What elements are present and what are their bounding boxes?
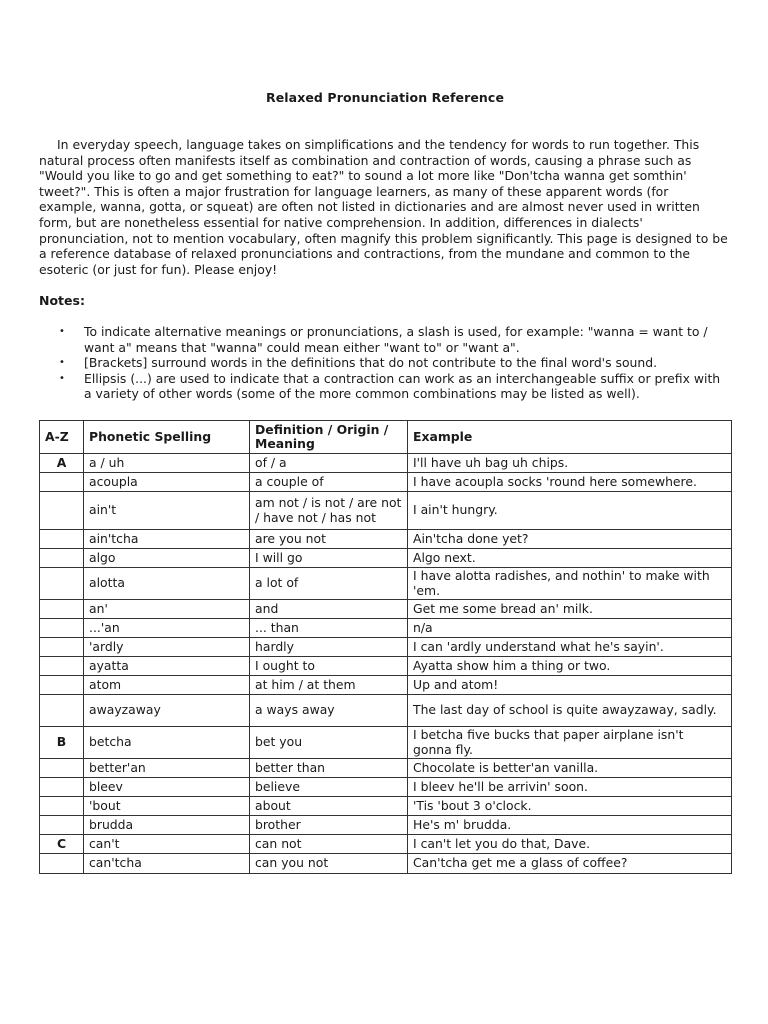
spelling-cell: algo [84,549,250,568]
letter-cell [40,695,84,727]
column-header-spelling: Phonetic Spelling [84,421,250,454]
definition-cell: am not / is not / are not / have not / has not [250,492,408,530]
table-body [40,454,732,874]
page-title: Relaxed Pronunciation Reference [265,90,505,105]
letter-cell [40,816,84,835]
table-row [40,619,732,638]
spelling-cell: ...'an [84,619,250,638]
definition-cell: a lot of [250,568,408,600]
example-cell: The last day of school is quite awayzaway, sadly. [408,695,732,727]
table-header-row [40,421,732,454]
spelling-cell: 'bout [84,797,250,816]
table-row [40,695,732,727]
definition-cell: about [250,797,408,816]
letter-cell [40,638,84,657]
spelling-cell: ain'tcha [84,530,250,549]
example-cell: Up and atom! [408,676,732,695]
letter-cell: B [40,727,84,759]
definition-cell: at him / at them [250,676,408,695]
note-item [39,324,731,355]
table-row [40,759,732,778]
table-row [40,568,732,600]
letter-cell [40,619,84,638]
spelling-cell: ain't [84,492,250,530]
spelling-cell: a / uh [84,454,250,473]
intro-text: In everyday speech, language takes on simplifications and the tendency for words to run together. This natural process often manifests itself as combination and contraction of words, causing a phrase such as "Would you like to go and get something to eat?" to sound a lot more like "Don'tcha wanna get somthin' tweet?". This is often a major frustration for language learners, as many of these apparent words (for example, wanna, gotta, or squeat) are often not listed in dictionaries and are almost never used in written form, but are nonetheless essential for native comprehension. In addition, differences in dialects' pronunciation, not to mention vocabulary, often magnify this problem significantly. This page is designed to be a reference database of relaxed pronunciations and contractions, from the mundane and common to the esoteric (or just for fun). Please enjoy! [39,137,728,277]
table-row [40,816,732,835]
letter-cell [40,778,84,797]
table-row [40,638,732,657]
definition-cell: can not [250,835,408,854]
spelling-cell: alotta [84,568,250,600]
bullet-icon: • [59,326,65,337]
letter-cell [40,797,84,816]
letter-cell [40,473,84,492]
definition-cell: I ought to [250,657,408,676]
bullet-icon: • [59,357,65,369]
example-cell: I can 'ardly understand what he's sayin'. [408,638,732,657]
spelling-cell: betcha [84,727,250,759]
letter-cell [40,492,84,530]
table-row [40,600,732,619]
example-cell: I bleev he'll be arrivin' soon. [408,778,732,797]
example-cell: Get me some bread an' milk. [408,600,732,619]
definition-cell: can you not [250,854,408,874]
spelling-cell: brudda [84,816,250,835]
definition-cell: bet you [250,727,408,759]
spelling-cell: can'tcha [84,854,250,874]
column-header-definition: Definition / Origin / Meaning [250,421,408,454]
table-row [40,778,732,797]
definition-cell: believe [250,778,408,797]
letter-cell [40,657,84,676]
letter-cell [40,759,84,778]
example-cell: I have alotta radishes, and nothin' to make with 'em. [408,568,732,600]
note-text: Ellipsis (...) are used to indicate that a contraction can work as an interchangeable suffix or prefix with a variety of other words (some of the more common combinations may be listed as well). [84,370,721,402]
spelling-cell: better'an [84,759,250,778]
intro-paragraph [39,137,729,277]
letter-cell [40,676,84,695]
letter-cell [40,530,84,549]
spelling-cell: ayatta [84,657,250,676]
note-text: To indicate alternative meanings or pronunciations, a slash is used, for example: "wanna = want to / want a" means that "wanna" could mean either "want to" or "want a". [84,324,708,355]
table-row [40,549,732,568]
note-item [39,355,731,371]
spelling-cell: acoupla [84,473,250,492]
definition-cell: ... than [250,619,408,638]
example-cell: Ayatta show him a thing or two. [408,657,732,676]
table-row [40,657,732,676]
definition-cell: a ways away [250,695,408,727]
spelling-cell: 'ardly [84,638,250,657]
table-row [40,727,732,759]
bullet-icon: • [59,372,65,384]
definition-cell: of / a [250,454,408,473]
example-cell: Ain'tcha done yet? [408,530,732,549]
spelling-cell: awayzaway [84,695,250,727]
spelling-cell: an' [84,600,250,619]
table-row [40,473,732,492]
definition-cell: brother [250,816,408,835]
example-cell: I can't let you do that, Dave. [408,835,732,854]
pronunciation-table [39,420,732,874]
example-cell: I have acoupla socks 'round here somewhere. [408,473,732,492]
definition-cell: are you not [250,530,408,549]
notes-heading: Notes: [39,293,85,308]
example-cell: He's m' brudda. [408,816,732,835]
example-cell: Can'tcha get me a glass of coffee? [408,854,732,874]
letter-cell [40,549,84,568]
spelling-cell: bleev [84,778,250,797]
example-cell: n/a [408,619,732,638]
table-row [40,835,732,854]
example-cell: Chocolate is better'an vanilla. [408,759,732,778]
spelling-cell: atom [84,676,250,695]
table-row [40,454,732,473]
letter-cell [40,854,84,874]
letter-cell [40,600,84,619]
column-header-example: Example [408,421,732,454]
example-cell: 'Tis 'bout 3 o'clock. [408,797,732,816]
letter-cell: A [40,454,84,473]
definition-cell: I will go [250,549,408,568]
definition-cell: hardly [250,638,408,657]
definition-cell: a couple of [250,473,408,492]
column-header-az: A-Z [40,421,84,454]
notes-list [39,324,731,402]
table-row [40,492,732,530]
example-cell: I'll have uh bag uh chips. [408,454,732,473]
note-item [39,371,731,402]
spelling-cell: can't [84,835,250,854]
definition-cell: and [250,600,408,619]
table-row [40,797,732,816]
table-row [40,676,732,695]
definition-cell: better than [250,759,408,778]
table-row [40,530,732,549]
example-cell: Algo next. [408,549,732,568]
table-row [40,854,732,874]
letter-cell: C [40,835,84,854]
example-cell: I ain't hungry. [408,492,732,530]
letter-cell [40,568,84,600]
note-text: [Brackets] surround words in the definitions that do not contribute to the final word's sound. [84,355,658,371]
example-cell: I betcha five bucks that paper airplane isn't gonna fly. [408,727,732,759]
